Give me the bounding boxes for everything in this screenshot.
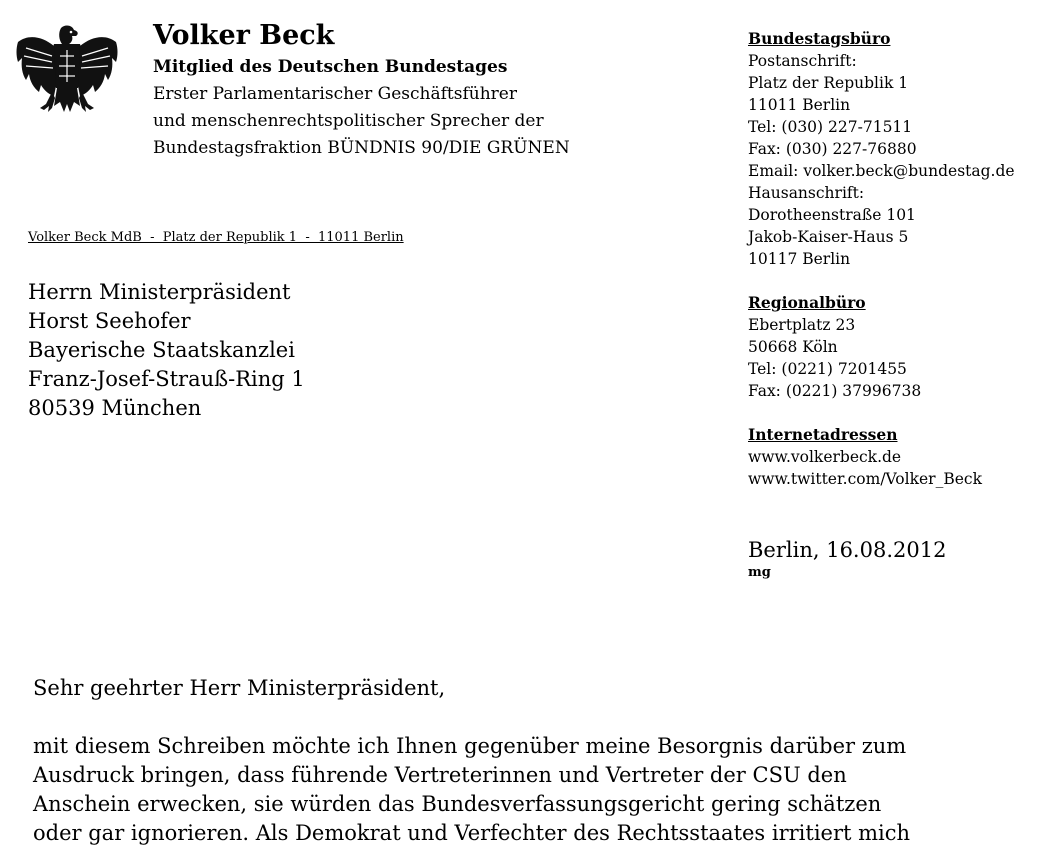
author-initials: mg [748,565,771,580]
bundestagsbuero-title: Bundestagsbüro [748,29,891,48]
salutation: Sehr geehrter Herr Ministerpräsident, [33,676,446,700]
contact-line: 11011 Berlin [748,96,851,114]
contact-line: Fax: (030) 227-76880 [748,140,917,158]
contact-line: Postanschrift: [748,52,857,70]
body-line: mit diesem Schreiben möchte ich Ihnen gegenüber meine Besorgnis darüber zum [33,734,907,758]
contact-line: Dorotheenstraße 101 [748,206,916,224]
sender-role-line: und menschenrechtspolitischer Sprecher der [153,111,544,131]
date-block [748,536,946,582]
return-address: Volker Beck MdB - Platz der Republik 1 - 11011 Berlin [28,230,404,245]
letter-date: Berlin, 16.08.2012 [748,538,947,562]
contact-line: Hausanschrift: [748,184,865,202]
email-line: Email: volker.beck@bundestag.de [748,162,1015,180]
contact-line: Platz der Republik 1 [748,74,909,92]
sender-role-line: Bundestagsfraktion BÜNDNIS 90/DIE GRÜNEN [153,138,570,158]
contact-line: Ebertplatz 23 [748,316,856,334]
website-line: www.twitter.com/Volker_Beck [748,470,982,488]
letterhead [153,18,713,162]
contact-line: 50668 Köln [748,338,838,356]
bundestag-eagle-icon [12,22,122,122]
sender-subtitle: Mitglied des Deutschen Bundestages [153,57,508,77]
sender-role-line: Erster Parlamentarischer Geschäftsführer [153,84,517,104]
internet-title: Internetadressen [748,425,898,444]
website-line: www.volkerbeck.de [748,448,902,466]
spacer [748,402,1048,424]
spacer [748,270,1048,292]
recipient-line: Franz-Josef-Strauß-Ring 1 [28,367,305,391]
recipient-line: Herrn Ministerpräsident [28,280,291,304]
recipient-address [28,278,305,423]
letter-body [33,732,1023,848]
body-line: Anschein erwecken, sie würden das Bundesverfassungsgericht gering schätzen [33,792,882,816]
regionalbuero-title: Regionalbüro [748,293,866,312]
contact-line: Fax: (0221) 37996738 [748,382,922,400]
contact-line: Tel: (0221) 7201455 [748,360,907,378]
recipient-line: 80539 München [28,396,202,420]
contact-sidebar [748,28,1048,490]
contact-line: Jakob-Kaiser-Haus 5 [748,228,909,246]
contact-line: Tel: (030) 227-71511 [748,118,913,136]
body-line: oder gar ignorieren. Als Demokrat und Verfechter des Rechtsstaates irritiert mich [33,821,911,845]
sender-name: Volker Beck [153,20,335,51]
contact-line: 10117 Berlin [748,250,851,268]
recipient-line: Horst Seehofer [28,309,191,333]
recipient-line: Bayerische Staatskanzlei [28,338,295,362]
body-line: Ausdruck bringen, dass führende Vertreterinnen und Vertreter der CSU den [33,763,847,787]
